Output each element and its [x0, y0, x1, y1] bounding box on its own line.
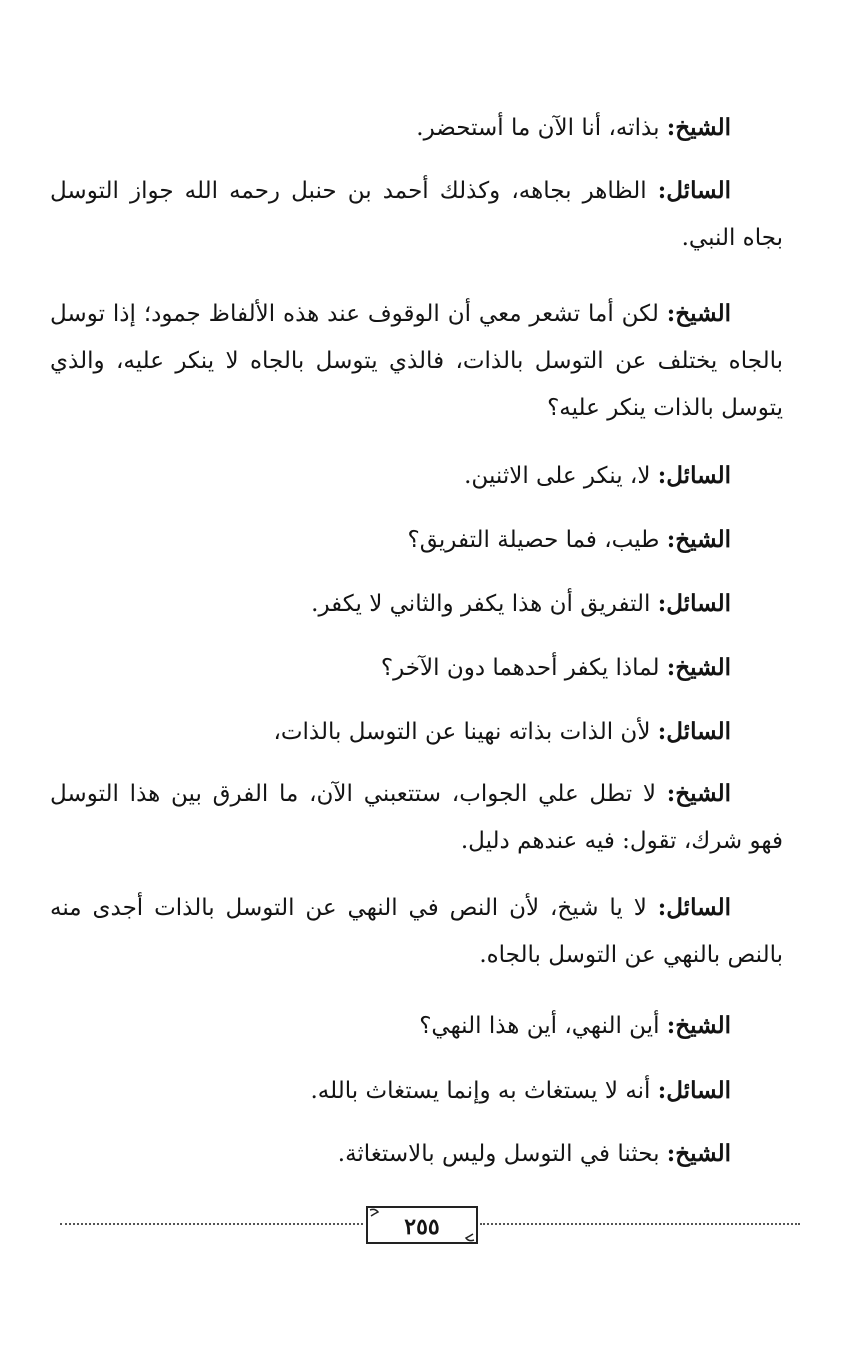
speaker-label: السائل: [657, 462, 731, 489]
dialogue-text: طيب، فما حصيلة التفريق؟ [407, 527, 667, 553]
dialogue-line [50, 1002, 783, 1050]
dialogue-text: لأن الذات بذاته نهينا عن التوسل بالذات، [273, 719, 658, 745]
corner-ornament-icon [460, 1230, 478, 1244]
dialogue-text: لا يا شيخ، لأن النص في النهي عن التوسل بالذات أجدى منه بالنص بالنهي عن التوسل بالجاه. [50, 895, 783, 968]
dialogue-line [50, 644, 783, 692]
dotted-divider [60, 1223, 363, 1225]
dialogue-line [50, 516, 783, 564]
dialogue-line [50, 104, 783, 152]
dialogue-text: لا تطل علي الجواب، ستتعبني الآن، ما الفرق بين هذا التوسل فهو شرك، تقول: فيه عندهم دليل. [50, 781, 783, 854]
speaker-label: السائل: [657, 590, 731, 617]
speaker-label: الشيخ: [666, 114, 731, 141]
dialogue-text: لكن أما تشعر معي أن الوقوف عند هذه الألفاظ جمود؛ إذا توسل بالجاه يختلف عن التوسل بالذات، فالذي يتوسل بالجاه لا ينكر عليه، والذي يتوسل بالذات ينكر عليه؟ [50, 301, 783, 421]
speaker-label: الشيخ: [666, 300, 731, 327]
dialogue-line [50, 1067, 783, 1115]
speaker-label: الشيخ: [666, 526, 731, 553]
speaker-label: السائل: [657, 1077, 731, 1104]
dialogue-text: بذاته، أنا الآن ما أستحضر. [416, 115, 667, 141]
dialogue-text: لماذا يكفر أحدهما دون الآخر؟ [380, 655, 667, 681]
dialogue-line [50, 290, 783, 432]
dialogue-line [50, 452, 783, 500]
speaker-label: الشيخ: [666, 780, 731, 807]
speaker-label: السائل: [657, 718, 731, 745]
page-number-frame [366, 1206, 478, 1244]
dialogue-text: أنه لا يستغاث به وإنما يستغاث بالله. [310, 1078, 658, 1104]
dialogue-text: التفريق أن هذا يكفر والثاني لا يكفر. [311, 591, 658, 617]
speaker-label: الشيخ: [666, 1140, 731, 1167]
page-number: ٢٥٥ [404, 1214, 440, 1240]
dialogue-line [50, 167, 783, 262]
speaker-label: الشيخ: [666, 654, 731, 681]
dialogue-line [50, 770, 783, 865]
dialogue-text: أين النهي، أين هذا النهي؟ [419, 1013, 667, 1039]
dialogue-line [50, 1130, 783, 1178]
dialogue-line [50, 884, 783, 979]
dialogue-text: لا، ينكر على الاثنين. [464, 463, 658, 489]
page-footer [60, 1206, 800, 1246]
dialogue-line [50, 708, 783, 756]
speaker-label: الشيخ: [666, 1012, 731, 1039]
dialogue-line [50, 580, 783, 628]
dotted-divider [480, 1223, 800, 1225]
dialogue-text: الظاهر بجاهه، وكذلك أحمد بن حنبل رحمه الله جواز التوسل بجاه النبي. [50, 178, 783, 251]
speaker-label: السائل: [657, 894, 731, 921]
dialogue-text: بحثنا في التوسل وليس بالاستغاثة. [337, 1141, 667, 1167]
speaker-label: السائل: [657, 177, 731, 204]
